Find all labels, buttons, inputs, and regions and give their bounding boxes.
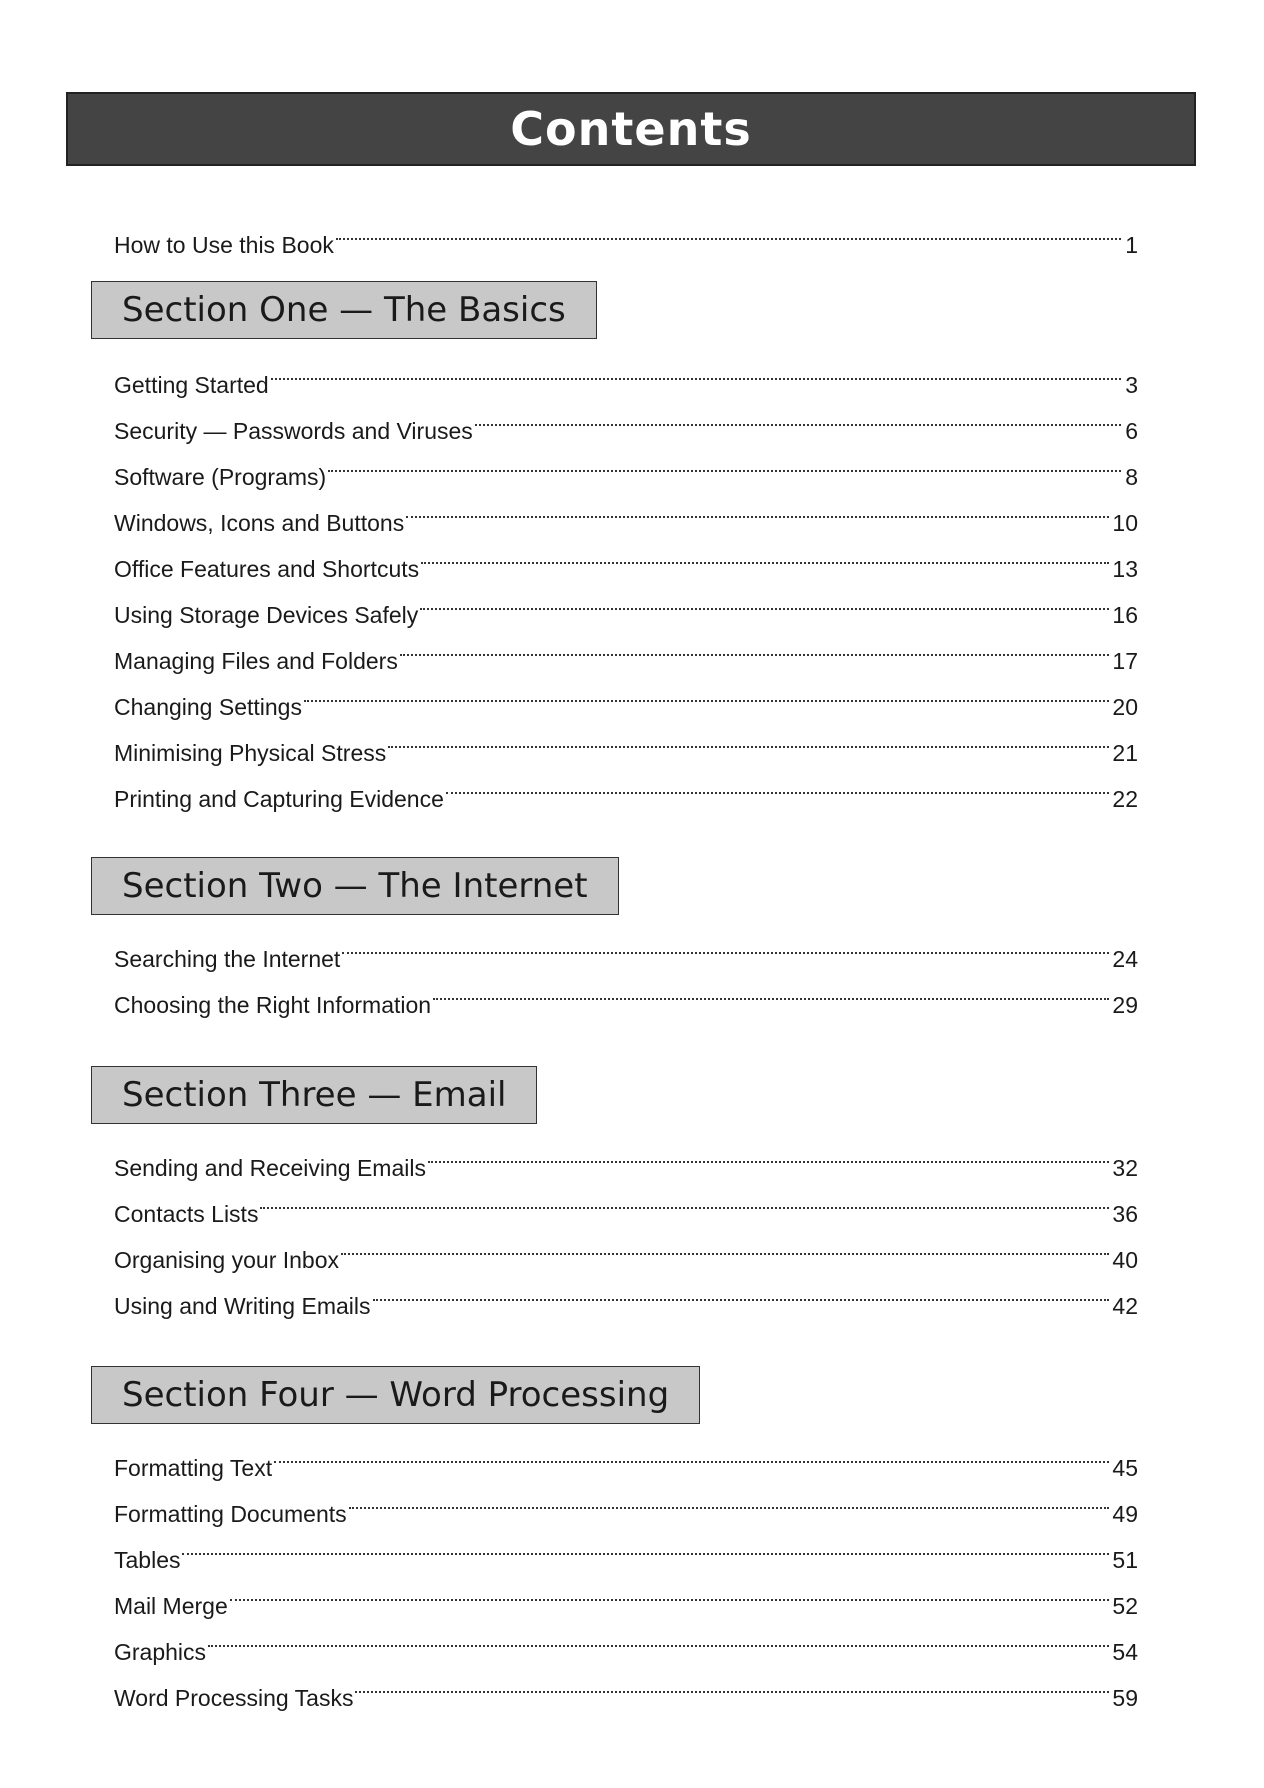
toc-entry[interactable] — [114, 921, 1138, 972]
section-two-entries — [114, 921, 1138, 1018]
dot-leader — [421, 531, 1109, 577]
toc-entry-page: 32 — [1112, 1155, 1138, 1181]
section-four — [114, 1366, 1138, 1424]
toc-entry[interactable] — [114, 1430, 1138, 1481]
toc-entry-label: Managing Files and Folders — [114, 648, 398, 674]
toc-entry-label: Formatting Text — [114, 1455, 273, 1481]
section-one-entries — [114, 347, 1138, 812]
dot-leader — [420, 577, 1109, 623]
dot-leader — [446, 761, 1110, 807]
dot-leader — [406, 485, 1109, 531]
dot-leader — [475, 393, 1121, 439]
section-heading: Section Three — Email — [91, 1066, 537, 1124]
toc-entry-label: Searching the Internet — [114, 946, 341, 972]
toc-entry-page: 22 — [1112, 786, 1138, 812]
toc-entry-page: 3 — [1125, 372, 1138, 398]
toc-entry-label: Mail Merge — [114, 1593, 228, 1619]
toc-entry-page: 17 — [1112, 648, 1138, 674]
section-four-entries — [114, 1430, 1138, 1711]
toc-entry-label: Office Features and Shortcuts — [114, 556, 420, 582]
section-two — [114, 857, 1138, 915]
toc-entry-label: Changing Settings — [114, 694, 302, 720]
page-title: Contents — [510, 102, 752, 156]
toc-entry[interactable] — [114, 1222, 1138, 1273]
toc-entry-label: Security — Passwords and Viruses — [114, 418, 473, 444]
toc-entry[interactable] — [114, 1614, 1138, 1665]
section-heading: Section Two — The Internet — [91, 857, 619, 915]
toc-entry-page: 10 — [1112, 510, 1138, 536]
toc-entry[interactable] — [114, 347, 1138, 398]
toc-entry-label: Using and Writing Emails — [114, 1293, 371, 1319]
dot-leader — [355, 1660, 1109, 1706]
section-heading: Section One — The Basics — [91, 281, 597, 339]
dot-leader — [230, 1568, 1110, 1614]
toc-entry-label: Formatting Documents — [114, 1501, 347, 1527]
toc-entry-label: Tables — [114, 1547, 181, 1573]
toc-entry-label: Contacts Lists — [114, 1201, 259, 1227]
dot-leader — [342, 921, 1109, 967]
section-heading: Section Four — Word Processing — [91, 1366, 700, 1424]
dot-leader — [304, 669, 1109, 715]
toc-entry-page: 51 — [1112, 1547, 1138, 1573]
toc-entry-page: 21 — [1112, 740, 1138, 766]
toc-entry-page: 42 — [1112, 1293, 1138, 1319]
toc-entry[interactable] — [114, 1522, 1138, 1573]
toc-entry-label: Getting Started — [114, 372, 269, 398]
toc-entry-page: 40 — [1112, 1247, 1138, 1273]
toc-entry-page: 54 — [1112, 1639, 1138, 1665]
toc-entry-label: Organising your Inbox — [114, 1247, 340, 1273]
dot-leader — [388, 715, 1109, 761]
dot-leader — [274, 1430, 1109, 1476]
dot-leader — [400, 623, 1110, 669]
dot-leader — [328, 439, 1121, 485]
toc-entry-page: 59 — [1112, 1685, 1138, 1711]
title-bar — [66, 92, 1196, 166]
toc-entry[interactable] — [114, 1176, 1138, 1227]
toc-entry-how-to-use[interactable] — [114, 207, 1138, 258]
toc-entry-page: 6 — [1125, 418, 1138, 444]
toc-entry-page: 16 — [1112, 602, 1138, 628]
toc-entry-label: Sending and Receiving Emails — [114, 1155, 426, 1181]
toc-entry-label: Windows, Icons and Buttons — [114, 510, 405, 536]
dot-leader — [260, 1176, 1109, 1222]
dot-leader — [208, 1614, 1109, 1660]
toc-entry-page: 29 — [1112, 992, 1138, 1018]
toc-entry-page: 8 — [1125, 464, 1138, 490]
dot-leader — [182, 1522, 1109, 1568]
toc-entry-label: Choosing the Right Information — [114, 992, 432, 1018]
toc-entry-page: 36 — [1112, 1201, 1138, 1227]
dot-leader — [349, 1476, 1110, 1522]
intro-block — [114, 207, 1138, 258]
toc-entry-page: 1 — [1125, 232, 1138, 258]
toc-entry-label: Word Processing Tasks — [114, 1685, 354, 1711]
toc-entry-label: How to Use this Book — [114, 232, 334, 258]
section-three-entries — [114, 1130, 1138, 1319]
toc-entry-page: 49 — [1112, 1501, 1138, 1527]
dot-leader — [428, 1130, 1109, 1176]
toc-entry[interactable] — [114, 1130, 1138, 1181]
toc-entry-page: 45 — [1112, 1455, 1138, 1481]
toc-entry-label: Minimising Physical Stress — [114, 740, 387, 766]
toc-entry[interactable] — [114, 1568, 1138, 1619]
section-three — [114, 1066, 1138, 1124]
toc-entry-page: 13 — [1112, 556, 1138, 582]
toc-entry[interactable] — [114, 1660, 1138, 1711]
toc-entry-label: Software (Programs) — [114, 464, 327, 490]
toc-entry-page: 24 — [1112, 946, 1138, 972]
toc-entry-page: 52 — [1112, 1593, 1138, 1619]
toc-entry-page: 20 — [1112, 694, 1138, 720]
dot-leader — [336, 207, 1121, 253]
section-one — [114, 281, 1138, 339]
dot-leader — [433, 967, 1109, 1013]
dot-leader — [341, 1222, 1109, 1268]
toc-entry-label: Printing and Capturing Evidence — [114, 786, 444, 812]
dot-leader — [373, 1268, 1110, 1314]
toc-entry-label: Using Storage Devices Safely — [114, 602, 419, 628]
toc-entry-label: Graphics — [114, 1639, 207, 1665]
dot-leader — [271, 347, 1121, 393]
